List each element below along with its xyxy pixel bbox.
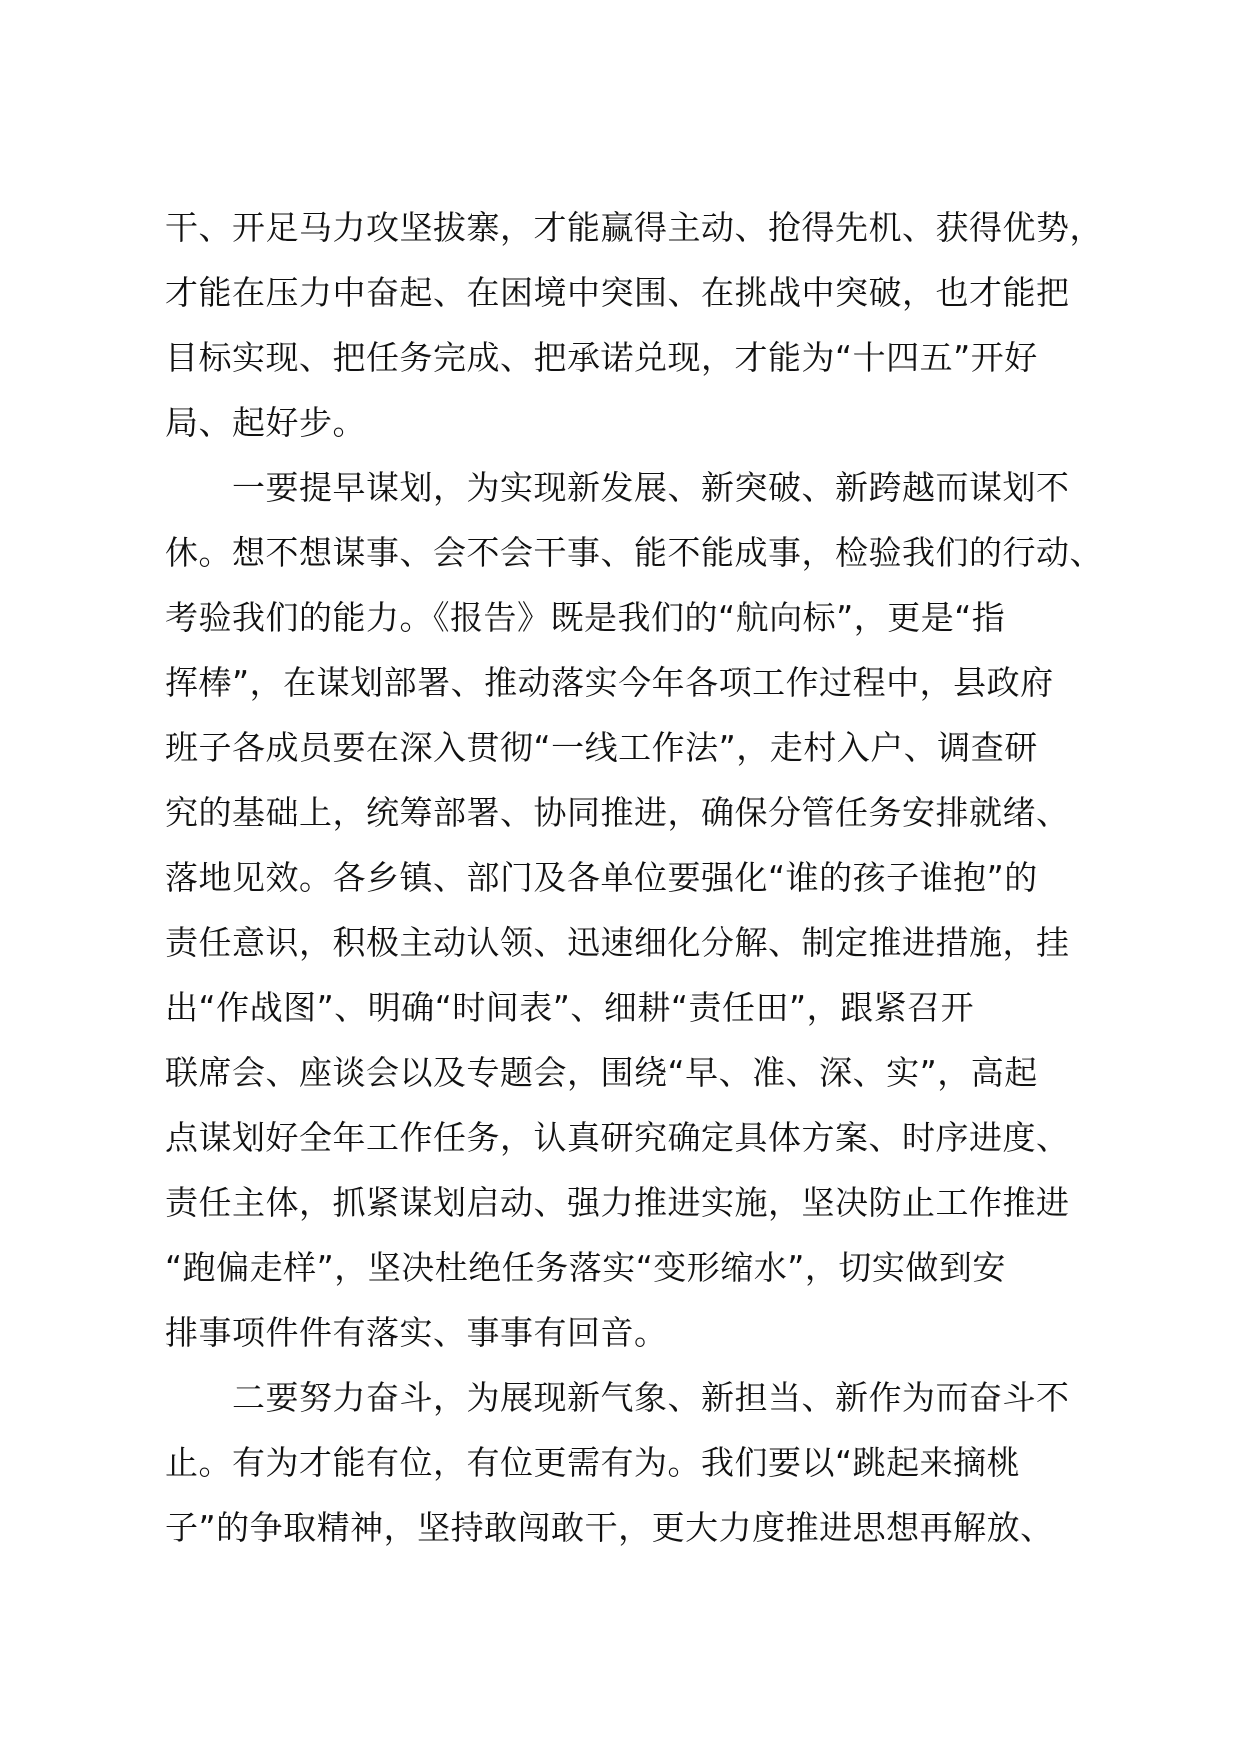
paragraph-first-line: 二要努力奋斗，为展现新气象、新担当、新作为而奋斗不 <box>232 1378 1070 1417</box>
text-line: 究的基础上，统筹部署、协同推进，确保分管任务安排就绪、 <box>165 793 1070 832</box>
text-line: 班子各成员要在深入贯彻“一线工作法”，走村入户、调查研 <box>165 728 1038 767</box>
text-line: 出“作战图”、明确“时间表”、细耕“责任田”，跟紧召开 <box>165 988 975 1027</box>
text-line: 考验我们的能力。《报告》既是我们的“航向标”，更是“指 <box>165 598 1006 637</box>
text-line: 子”的争取精神，坚持敢闯敢干，更大力度推进思想再解放、 <box>165 1508 1054 1547</box>
text-line: 休。想不想谋事、会不会干事、能不能成事，检验我们的行动、 <box>165 533 1103 572</box>
text-line: 排事项件件有落实、事事有回音。 <box>165 1313 668 1352</box>
text-line: 落地见效。各乡镇、部门及各单位要强化“谁的孩子谁抱”的 <box>165 858 1038 897</box>
text-line: 止。有为才能有位，有位更需有为。我们要以“跳起来摘桃 <box>165 1443 1021 1482</box>
paragraph-first-line: 一要提早谋划，为实现新发展、新突破、新跨越而谋划不 <box>232 468 1070 507</box>
text-line: “跑偏走样”，坚决杜绝任务落实“变形缩水”，切实做到安 <box>165 1248 1006 1287</box>
text-line: 干、开足马力攻坚拔寨，才能赢得主动、抢得先机、获得优势， <box>165 208 1103 247</box>
text-line: 联席会、座谈会以及专题会，围绕“早、准、深、实”，高起 <box>165 1053 1038 1092</box>
text-line: 责任意识，积极主动认领、迅速细化分解、制定推进措施，挂 <box>165 923 1070 962</box>
text-line: 才能在压力中奋起、在困境中突围、在挑战中突破，也才能把 <box>165 273 1070 312</box>
text-line: 点谋划好全年工作任务，认真研究确定具体方案、时序进度、 <box>165 1118 1070 1157</box>
text-line: 目标实现、把任务完成、把承诺兑现，才能为“十四五”开好 <box>165 338 1038 377</box>
text-line: 责任主体，抓紧谋划启动、强力推进实施，坚决防止工作推进 <box>165 1183 1070 1222</box>
text-line: 挥棒”，在谋划部署、推动落实今年各项工作过程中，县政府 <box>165 663 1054 702</box>
text-line: 局、起好步。 <box>165 403 366 442</box>
